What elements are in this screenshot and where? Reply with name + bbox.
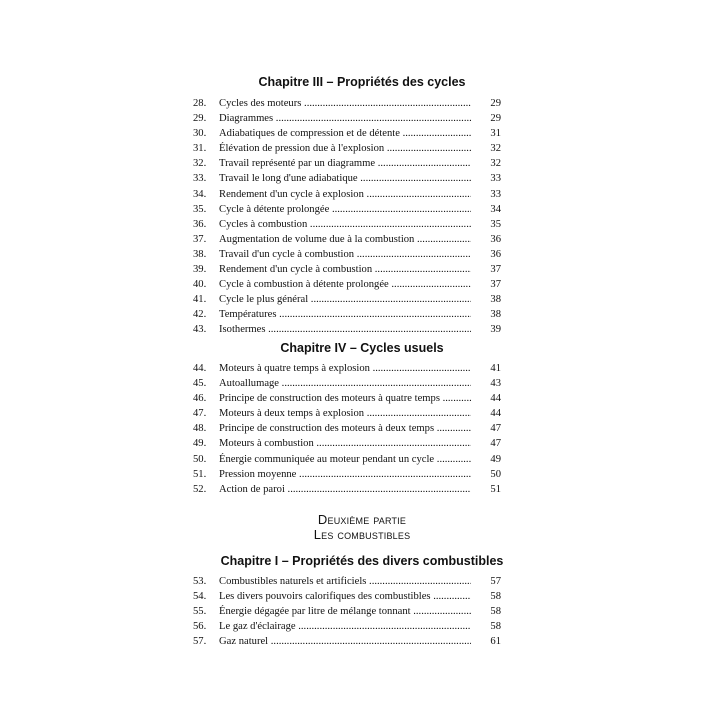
entry-title: Diagrammes ..... — [219, 111, 471, 126]
entry-title: Moteurs à deux temps à explosion ..... — [219, 406, 471, 421]
entry-number: 55. — [193, 606, 207, 618]
part-number: Deuxième partie — [317, 512, 407, 527]
entry-page: 39 — [490, 324, 501, 336]
entry-number: 51. — [193, 468, 207, 480]
entry-page: 35 — [490, 218, 501, 230]
entry-page: 58 — [490, 606, 501, 618]
entry-page: 58 — [490, 591, 501, 603]
entry-number: 34. — [193, 188, 207, 200]
entry-number: 30. — [193, 128, 207, 140]
toc-list — [193, 574, 501, 649]
entry-title: Cycles à combustion ..... — [219, 217, 471, 232]
entry-page: 47 — [490, 438, 501, 450]
entry-number: 41. — [193, 294, 207, 306]
entry-page: 38 — [490, 309, 501, 321]
entry-title: Cycle à détente prolongée ..... — [219, 202, 471, 217]
entry-title: Travail représenté par un diagramme ..... — [219, 156, 471, 171]
toc-entry — [193, 217, 501, 232]
entry-number: 46. — [193, 393, 207, 405]
toc-entry — [193, 619, 501, 634]
toc-entry — [193, 247, 501, 262]
toc-entry — [193, 307, 501, 322]
entry-number: 57. — [193, 636, 207, 648]
toc-entry — [193, 421, 501, 436]
entry-number: 29. — [193, 113, 207, 125]
entry-number: 49. — [193, 438, 207, 450]
entry-page: 33 — [490, 173, 501, 185]
entry-page: 44 — [490, 408, 501, 420]
entry-title: Augmentation de volume due à la combustion ..... — [219, 232, 471, 247]
entry-page: 31 — [490, 128, 501, 140]
toc-entry — [193, 262, 501, 277]
toc-entry — [193, 574, 501, 589]
entry-title: Rendement d'un cycle à combustion ..... — [219, 262, 471, 277]
entry-number: 45. — [193, 378, 207, 390]
entry-title: Les divers pouvoirs calorifiques des combustibles ..... — [219, 589, 471, 604]
entry-title: Le gaz d'éclairage ..... — [219, 619, 471, 634]
entry-page: 36 — [490, 233, 501, 245]
entry-page: 34 — [490, 203, 501, 215]
entry-page: 32 — [490, 143, 501, 155]
entry-number: 44. — [193, 363, 207, 374]
entry-page: 51 — [490, 483, 501, 495]
toc-entry — [193, 292, 501, 307]
entry-title: Cycle le plus général ..... — [219, 292, 471, 307]
entry-number: 35. — [193, 203, 207, 215]
toc-entry — [193, 202, 501, 217]
entry-page: 44 — [490, 393, 501, 405]
entry-number: 50. — [193, 453, 207, 465]
entry-number: 39. — [193, 264, 207, 276]
entry-title: Action de paroi ..... — [219, 482, 471, 497]
toc-entry — [193, 589, 501, 604]
entry-title: Isothermes ..... — [219, 322, 471, 337]
entry-page: 29 — [490, 113, 501, 125]
entry-page: 32 — [490, 158, 501, 170]
entry-number: 48. — [193, 423, 207, 435]
entry-title: Cycle à combustion à détente prolongée ..... — [219, 277, 471, 292]
entry-page: 61 — [490, 636, 501, 648]
entry-page: 43 — [490, 378, 501, 390]
entry-number: 28. — [193, 98, 207, 109]
entry-page: 50 — [490, 468, 501, 480]
entry-number: 38. — [193, 248, 207, 260]
toc-entry — [193, 482, 501, 497]
entry-title: Travail le long d'une adiabatique ..... — [219, 171, 471, 186]
entry-page: 38 — [490, 294, 501, 306]
entry-title: Moteurs à combustion ..... — [219, 436, 471, 451]
part-name: Les combustibles — [313, 527, 411, 542]
toc-entry — [193, 187, 501, 202]
entry-number: 33. — [193, 173, 207, 185]
toc-entry — [193, 111, 501, 126]
chapter-heading: Chapitre I – Propriétés des divers combustibles — [220, 554, 504, 568]
toc-entry — [193, 436, 501, 451]
entry-page: 37 — [490, 264, 501, 276]
entry-title: Rendement d'un cycle à explosion ..... — [219, 187, 471, 202]
entry-title: Principe de construction des moteurs à deux temps ..... — [219, 421, 471, 436]
toc-entry — [193, 322, 501, 337]
entry-page: 49 — [490, 453, 501, 465]
entry-title: Énergie dégagée par litre de mélange tonnant ..... — [219, 604, 471, 619]
toc-entry — [193, 376, 501, 391]
entry-number: 42. — [193, 309, 207, 321]
entry-page: 58 — [490, 621, 501, 633]
toc-entry — [193, 126, 501, 141]
toc-entry — [193, 467, 501, 482]
entry-number: 53. — [193, 576, 207, 587]
toc-list — [193, 361, 501, 497]
entry-title: Gaz naturel ..... — [219, 634, 471, 649]
entry-number: 47. — [193, 408, 207, 420]
entry-number: 56. — [193, 621, 207, 633]
entry-title: Autoallumage ..... — [219, 376, 471, 391]
entry-number: 36. — [193, 218, 207, 230]
entry-page: 29 — [490, 98, 501, 109]
entry-page: 47 — [490, 423, 501, 435]
entry-title: Températures ..... — [219, 307, 471, 322]
entry-number: 52. — [193, 483, 207, 495]
toc-entry — [193, 452, 501, 467]
entry-title: Combustibles naturels et artificiels ..... — [219, 574, 471, 589]
toc-entry — [193, 634, 501, 649]
toc-entry — [193, 96, 501, 111]
entry-page: 37 — [490, 279, 501, 291]
toc-entry — [193, 361, 501, 376]
chapter-heading: Chapitre III – Propriétés des cycles — [258, 75, 466, 89]
toc-entry — [193, 406, 501, 421]
toc-entry — [193, 141, 501, 156]
entry-title: Moteurs à quatre temps à explosion ..... — [219, 361, 471, 376]
entry-number: 43. — [193, 324, 207, 336]
toc-entry — [193, 277, 501, 292]
toc-entry — [193, 604, 501, 619]
entry-page: 33 — [490, 188, 501, 200]
entry-number: 54. — [193, 591, 207, 603]
chapter-heading: Chapitre IV – Cycles usuels — [280, 341, 444, 355]
entry-number: 32. — [193, 158, 207, 170]
part-title — [0, 512, 724, 542]
toc-entry — [193, 232, 501, 247]
entry-number: 31. — [193, 143, 207, 155]
entry-title: Principe de construction des moteurs à quatre temps ..... — [219, 391, 471, 406]
toc-entry — [193, 171, 501, 186]
entry-page: 41 — [490, 363, 501, 374]
entry-number: 40. — [193, 279, 207, 291]
toc-entry — [193, 156, 501, 171]
entry-page: 57 — [490, 576, 501, 587]
entry-page: 36 — [490, 248, 501, 260]
entry-title: Adiabatiques de compression et de détente ..... — [219, 126, 471, 141]
entry-number: 37. — [193, 233, 207, 245]
entry-title: Cycles des moteurs ..... — [219, 96, 471, 111]
entry-title: Travail d'un cycle à combustion ..... — [219, 247, 471, 262]
entry-title: Énergie communiquée au moteur pendant un cycle ..... — [219, 452, 471, 467]
toc-entry — [193, 391, 501, 406]
toc-list — [193, 96, 501, 338]
entry-title: Pression moyenne ..... — [219, 467, 471, 482]
entry-title: Élévation de pression due à l'explosion ..... — [219, 141, 471, 156]
